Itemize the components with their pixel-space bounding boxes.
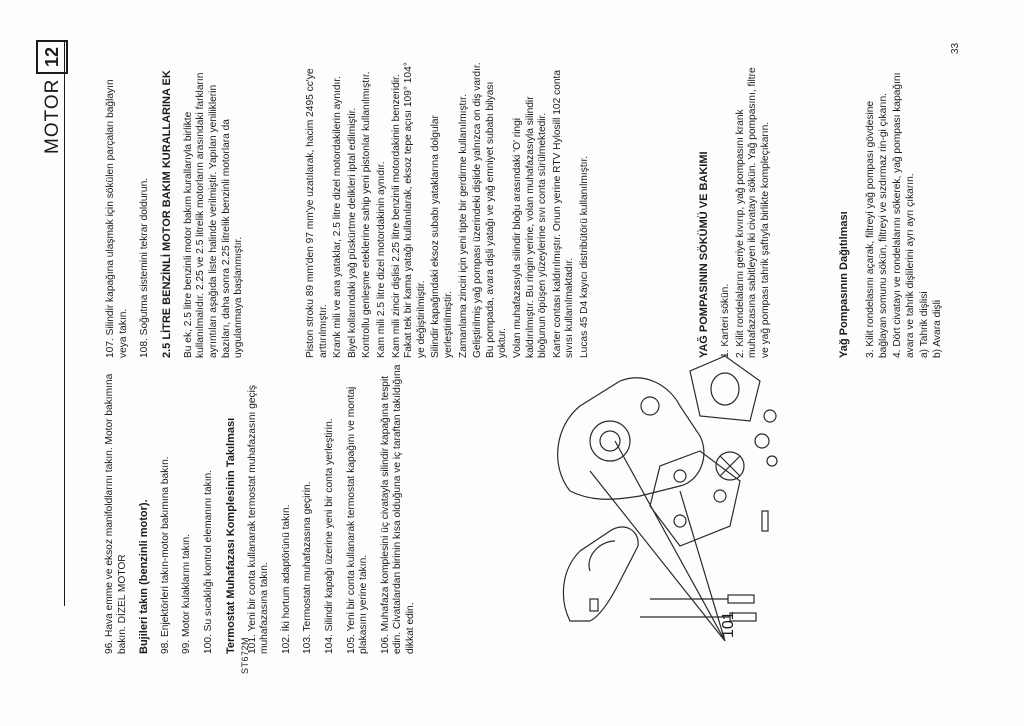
oil-pump-heading: YAĞ POMPASININ SÖKÜMÜ VE BAKIMI <box>698 151 710 358</box>
change-item: Volan muhafazasıyla silindir bloğu arasındaki 'O' ringi kaldırılmıştır. Bu ringin yerine, volan muhafazasıyla silindir bloğunun öpüşen yüzeylerine sıvı conta sürülmektedir. <box>511 96 549 358</box>
pump-step: 1. Karteri sökün. <box>720 283 731 358</box>
page-number: 33 <box>950 42 961 54</box>
pump-step: 2. Kilit rondelalarını geriye kıvırıp, yağ pompasını krank muhafazasına sabitleyen iki civatayı sökün. Yağ pompasını, filtre ve yağ pompası tahrik şaftıyla birlikte kompleçıkarın. <box>734 67 771 358</box>
oil-pump-section <box>698 62 774 358</box>
step-104: 104. Silindir kapağı üzerine yeni bir conta yerleştirin. <box>323 418 335 654</box>
dismantle-step: 3. Kilit rondelasını açarak, filtreyi yağ pompası gövdesine bağlayan somunu sökün, filtreyi ve sızdırmaz rin-gi çıkarın. <box>865 93 889 358</box>
change-item: Piston stroku 89 mm'den 97 mm'ye uzatılarak, hacim 2495 cc'ye arttırılmıştır. <box>305 68 329 358</box>
change-item: Krank mili ve ana yataklar, 2.5 litre dizel motordakilerin aynıdır. <box>332 76 344 358</box>
change-item: Kam mili 2.5 litre dizel motordakinin aynıdır. <box>375 161 387 358</box>
change-item: Biyel kollarındaki yağ püskürtme delikleri iptal edilmiştir. <box>346 107 358 358</box>
spark-plug-heading: Bujileri takın (benzinli motor). <box>138 499 151 654</box>
step-103: 103. Termostatı muhafazasına geçirin. <box>302 481 314 654</box>
dismantle-step: 4. Dört civatayı ve rondelalarını sökerek, yağ pompası kapağını avara ve tahrik dişlilerini ayrı ayrı çıkarın. <box>892 72 916 358</box>
left-column <box>104 364 427 654</box>
header-rule <box>64 40 65 606</box>
callout-101: 101 <box>720 611 737 638</box>
change-item: Silindir kapağındaki eksoz subabı yataklarına dolgular yerleştirilmiştir. <box>430 115 454 358</box>
change-item: Geliştirilmiş yağ pompası üzerindeki dişlide yalnızca on diş vardır. Bu pompada, avara dişli yatağı ve yağ emniyet subabı bilyası yoktur. <box>472 62 509 358</box>
step-106: 106. Muhafaza komplesini üç civatayla silindir kapağına tespit edin. Civatalardan birinin kısa olduğuna ve iç taraftan takıldığına dikkat edin. <box>379 364 416 654</box>
thermostat-heading: Termostat Muhafazası Komplesinin Takılması <box>224 417 237 654</box>
change-item: Zamanlama zinciri için yeni tipte bir gerdirme kullanılmıştır. <box>457 94 469 358</box>
step-100: 100. Su sıcaklığı kontrol elemanını takın. <box>202 469 214 654</box>
change-item: Karter contası kaldırılmıştır. Onun yerine RTV Hylosill 102 conta sıvısı kullanılmaktadır. <box>551 69 576 358</box>
thermostat-exploded-diagram <box>530 351 790 641</box>
supplement-intro: Bu ek, 2.5 litre benzinli motor bakım kurallarıyla birlikte kullanılmalıdır. 2.25 ve 2.5 litrelik motorların arasındaki farkların ayrıntıları aşağıda liste halinde verilmiştir. Yapılan yeniliklerin bazıları, daha sonra 2.25 litrelik benzinli motorlara da uygulanmaya başlanmıştır. <box>182 72 245 358</box>
step-96: 96. Hava emme ve eksoz manifoldlarını takın. Motor bakımına bakın. DİZEL MOTOR <box>104 373 128 654</box>
step-98: 98. Enjektörleri takın-motor bakımına bakın. <box>159 456 171 654</box>
dismantle-step: a) Tahrik dişlisi <box>919 291 931 358</box>
step-102: 102. İki hortum adaptörünü takın. <box>280 504 292 654</box>
step-105: 105. Yeni bir conta kullanarak termostat kapağını ve montaj plakasını yerine takın. <box>345 386 370 654</box>
change-item: Kontrollu genleşme eteklerine sahip yeni pistonlar kullanılmıştır. <box>361 71 373 358</box>
right-column-top <box>105 64 255 358</box>
dismantle-step: b) Avara dişli <box>931 299 943 358</box>
supplement-heading: 2.5 LİTRE BENZİNLİ MOTOR BAKIM KURALLARINA EK <box>160 70 173 358</box>
change-item: Kam mili zincir dişlisi 2.25 litre benzinli motordakinin benzeridir. Fakat tek bir kama yatağı kullanılarak, eksoz tepe açısı 109° 104° ye değiştirilmiştir. <box>390 62 427 358</box>
chapter-number-box: 12 <box>36 40 68 74</box>
dismantle-heading: Yağ Pompasının Dağıtılması <box>838 211 850 358</box>
figure-code: ST672M <box>240 636 250 674</box>
step-101: 101. Yeni bir conta kullanarak termostat muhafazasını geçiş muhafazasına takın. <box>246 385 271 654</box>
dismantle-section <box>838 62 945 358</box>
change-item: Lucas 45 D4 kayıcı distribütörü kullanılmıştır. <box>578 155 590 358</box>
step-108: 108. Soğutma sistemini tekrar doldurun. <box>139 177 151 358</box>
step-107: 107. Silindir kapağına ulaşmak için sökülen parçaları bağlayın veya takın. <box>105 79 129 358</box>
changes-list <box>305 62 593 358</box>
chapter-title: MOTOR <box>42 78 63 154</box>
step-99: 99. Motor kulaklarını takın. <box>181 533 193 654</box>
